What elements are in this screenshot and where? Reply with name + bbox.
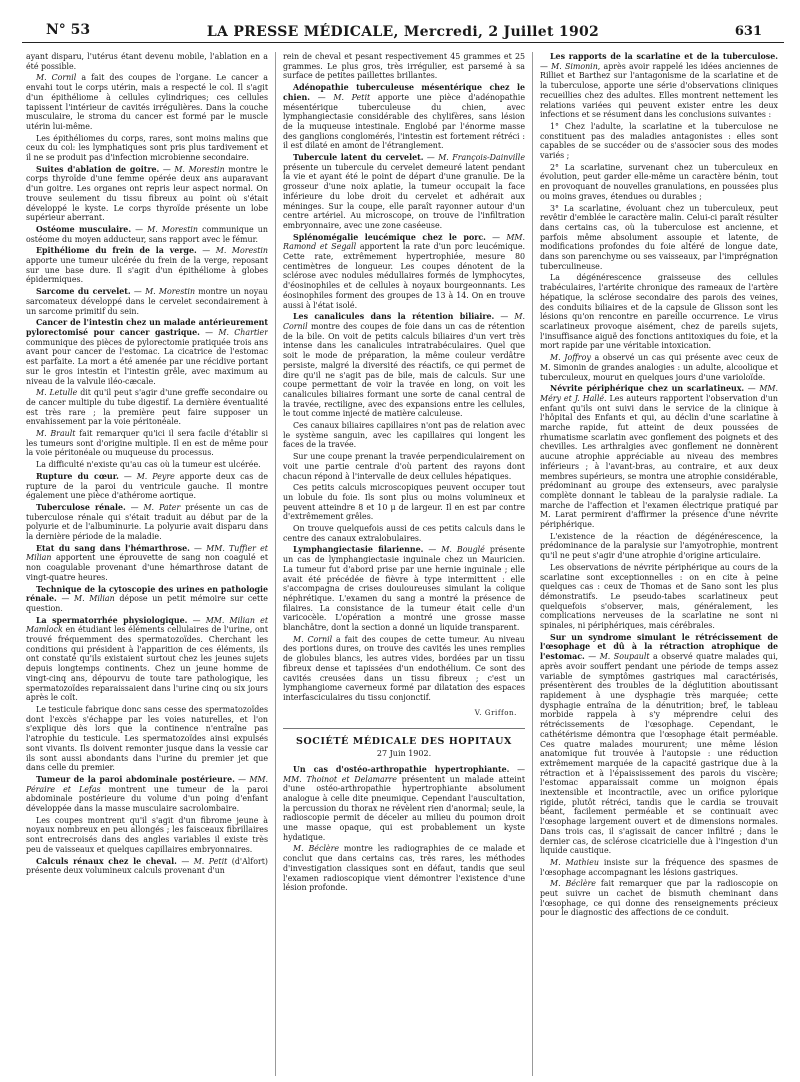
paragraph: Calculs rénaux chez le cheval. — M. Petit (d'Alfort) présente deux volumineux calculs provenant d'un: [26, 856, 268, 876]
author-name: M. Joffroy: [550, 353, 591, 363]
paragraph-text: Sur une coupe prenant la travée perpendiculairement on voit une partie centrale d'où partent des rayons dont chacun répond à l'intervalle de deux cellules hépatiques.: [283, 452, 525, 481]
article-heading: Tuberculose rénale.: [36, 502, 126, 512]
article-heading: Tumeur de la paroi abdominale postérieure.: [36, 774, 235, 784]
paragraph-text: apporte une pièce d'adénopathie mésentérique tuberculeuse du chien, avec lymphangiectasie considérable des chylifères, sans lésion de la muqueuse intestinale. Englobé par l'énorme masse des ganglions conglomérés, l'intestin est fortement rétréci : il est dilaté en amont de l'étranglement.: [283, 92, 525, 151]
paragraph: Suites d'ablation de goitre. — M. Morestin montre le corps thyroïde d'une femme opérée deux ans auparavant d'un goitre. Les organes ont repris leur aspect normal. On trouve seulement du tissu fibreux au point où s'était développé le kyste. Le corps thyroïde présente un lobe supérieur aberrant.: [26, 164, 268, 223]
paragraph: [283, 844, 525, 893]
article-heading: Lymphangiectasie filarienne.: [293, 545, 424, 555]
article-heading: Les canalicules dans la rétention biliaire.: [293, 312, 495, 322]
author-name: M. Petit: [333, 92, 371, 102]
paragraph: [283, 52, 525, 81]
page-header: [22, 8, 784, 43]
paragraph-text: présente un tubercule du cervelet demeuré latent pendant la vie et ayant été le point de départ d'une granulie. De la grosseur d'une noix aplatie, la tumeur occupait la face inférieure du lobe droit du cervelet et adhérait aux méninges. Sur la coupe, elle paraît rayonner autour d'un centre artériel. Au microscope, on trouve de l'infiltration embryonnaire, avec une zone caséeuse.: [283, 162, 525, 230]
paragraph-text: La dégénérescence graisseuse des cellules trabéculaires, l'artérite chronique des rameaux de l'artère hépatique, la sclérose secondaire des parois des veines, des conduits biliaires et de la capsule de Glisson sont les lésions qu'on rencontre en pareille occurrence. Le virus scarlatineux provoque aisément, chez de pareils sujets, l'insuffisance aiguë des fonctions antitoxiques du foie, et la mort rapide par une véritable intoxication.: [540, 273, 778, 351]
paragraph-text: Ces petits calculs microscopiques peuvent occuper tout un lobule du foie. Ils sont plus ou moins volumineux et peuvent atteindre 8 et 10 μ de largeur. Il en est par contre d'extrêmement grêles.: [283, 483, 525, 522]
paragraph-text: ayant disparu, l'utérus étant devenu mobile, l'ablation en a été possible.: [26, 52, 268, 71]
column-3: [540, 52, 778, 1076]
author-name: M. Pater: [143, 502, 181, 512]
author-name: M. Cornil: [36, 73, 77, 83]
paragraph-text: a fait des coupes de l'organe. Le cancer a envahi tout le corps utérin, mais a respecté le col. Il s'agit d'un épithéliome à cellules cylindriques; ces cellules tapissent l'intérieur de cavités irrégulières. Dans la couche musculaire, le stroma du cancer est formé par le muscle utérin lui-même.: [26, 73, 268, 131]
paragraph: [540, 353, 778, 382]
article-heading: Un cas d'ostéo-arthropathie hypertrophiante.: [293, 764, 510, 774]
paragraph: [26, 73, 268, 131]
paragraph: [540, 563, 778, 631]
article-heading: Suites d'ablation de goitre.: [36, 164, 160, 174]
paragraph: [540, 879, 778, 918]
author-name: M. Morestin: [145, 287, 196, 297]
paragraph: Les rapports de la scarlatine et de la tuberculose. — M. Simonin, après avoir rappelé les idées anciennes de Rilliet et Barthez sur l'antagonisme de la scarlatine et de la tuberculose, apporte une série d'observations cliniques recueillies chez des adultes. Elles montrent nettement les relations variées qui peuvent exister entre les deux infections et se résument dans les conclusions suivantes :: [540, 52, 778, 120]
paragraph-text: Le testicule fabrique donc sans cesse des spermatozoïdes dont l'excès s'échappe par les voies naturelles, et l'on s'explique dès lors que la continence n'entraîne pas l'atrophie du testicule. Les spermatozoïdes ainsi expulsés sont vivants. Ils doivent remonter jusque dans la vessie car ils sont aussi abondants dans l'urine du premier jet que dans celle du premier.: [26, 705, 268, 773]
paragraph: [26, 460, 268, 470]
paragraph-text: La difficulté n'existe qu'au cas où la tumeur est ulcérée.: [36, 460, 261, 470]
paragraph-text: Les observations de névrite périphérique au cours de la scarlatine sont exceptionnelles : on en cite à peine quelques cas : ceux de Thomas et de Sano sont les plus démonstratifs. Le pseudo-tabes scarlatineux peut quelquefois s'observer, mais, généralement, les complications nerveuses de la scarlatine ne sont ni spinales, ni périphériques, mais cérébrales.: [540, 562, 778, 631]
paragraph-text: , après avoir rappelé les idées anciennes de Rilliet et Barthez sur l'antagonisme de la scarlatine et de la tuberculose, apporte une série d'observations cliniques recueillies chez des adultes. Elles montrent nettement les relations variées qui peuvent exister entre les deux infections et se résument dans les conclusions suivantes :: [540, 61, 778, 120]
paragraph-text: L'existence de la réaction de dégénérescence, la prédominance de la paralysie sur l'amyotrophie, montrent qu'il ne peut s'agir d'une atrophie d'origine articulaire.: [540, 531, 778, 561]
paragraph-text: montre le corps thyroïde d'une femme opérée deux ans auparavant d'un goitre. Les organes ont repris leur aspect normal. On trouve seulement du tissu fibreux au point où s'était développé le kyste. Le corps thyroïde présente un lobe supérieur aberrant.: [26, 164, 268, 223]
paragraph-text: communique des pièces de pylorectomie pratiquée trois ans avant pour cancer de l'estomac. La cicatrice de l'estomac est parfaite. La mort a été amenée par une récidive portant sur le gros intestin et l'intestin grêle, avec maximum au niveau de la valvule iléo-cæcale.: [26, 337, 268, 386]
paragraph: Rupture du cœur. — M. Peyre apporte deux cas de rupture de la paroi du ventricule gauche. Il montre également une pièce d'athérome aortique.: [26, 471, 268, 501]
paragraph-text: . Les auteurs rapportent l'observation d'un enfant qu'ils ont suivi dans le service de la clinique à l'hôpital des Enfants et qui, au déclin d'une scarlatine à marche rapide, fut atteint de deux poussées de rhumatisme scarlatin avec gonflement des poignets et des chevilles. Les arthralgies avec gonflement ne donnèrent aucune atrophie appréciable au niveau des membres inférieurs ; à l'avant-bras, au contraire, et aux deux membres supérieurs, se montra une atrophie considérable, prédominant au groupe des extenseurs, avec paralysie complète donnant le tableau de la paralysie radiale. La marche de l'affection et l'examen électrique pratiqué par M. Larat permirent d'affirmer la présence d'une névrite périphérique.: [540, 393, 778, 530]
paragraph-text: On trouve quelquefois aussi de ces petits calculs dans le centre des canaux extralobulaires.: [283, 524, 525, 543]
article-heading: Splénomégalie leucémique chez le porc.: [293, 232, 486, 242]
paragraph: [283, 452, 525, 481]
author-name: MM. Milian et Mamlock: [26, 615, 268, 635]
paragraph: [283, 421, 525, 450]
article-heading: Rupture du cœur.: [36, 471, 119, 481]
paragraph: [26, 52, 268, 71]
paragraph: Etat du sang dans l'hémarthrose. — MM. Tuffier et Milian apportent une éprouvette de sang non coagulé et non coagulable provenant d'une hémarthrose datant de vingt-quatre heures.: [26, 543, 268, 582]
author-name: M. Soupault: [599, 652, 650, 662]
paragraph-text: montrent une tumeur de la paroi abdominale postérieure du volume d'un poing d'enfant développée dans la masse musculaire sacrolombaire.: [26, 784, 268, 814]
paragraph-text: 2° La scarlatine, survenant chez un tuberculeux en évolution, peut garder elle-même un caractère bénin, tout en provoquant de nouvelles granulations, en poussées plus ou moins graves, étendues ou durables ;: [540, 162, 778, 201]
paragraph-text: présentent un malade atteint d'une ostéo-arthropathie hypertrophiante absolument analogue à celle dite pneumique. Cependant l'auscultation, la percussion du thorax ne révèlent rien d'anormal; seule, la radioscopie permit de déceler au milieu du poumon droit une masse opaque, qui est probablement un kyste hydatique.: [283, 774, 525, 842]
article-heading: Cancer de l'intestin chez un malade antérieurement pylorectomisé pour cancer gastrique.: [26, 318, 268, 337]
article-heading: Epithéliome du frein de la verge.: [36, 246, 197, 256]
author-name: M. Mathieu: [550, 857, 599, 867]
paragraph-text: présente un cas de lymphangiectasie inguinale chez un Mauricien. La tumeur fut d'abord prise par une hernie inguinale ; elle avait été précédée de fièvre à type intermittent : elle s'accompagna de crises douloureuses simulant la colique néphrétique. L'examen du sang a montré la présence de filaires. La consistance de la tumeur était celle d'un varicocèle. L'opération a montré une grosse masse blanchâtre, dont la section a donné un liquide transparent.: [283, 545, 525, 633]
article-heading: Technique de la cytoscopie des urines en pathologie rénale.: [26, 584, 268, 604]
article-heading: Sarcome du cervelet.: [36, 287, 131, 297]
paragraph: Névrite périphérique chez un scarlatineux. — MM. Méry et J. Hallé. Les auteurs rapportent l'observation d'un enfant qu'ils ont suivi dans le service de la clinique à l'hôpital des Enfants et qui, au déclin d'une scarlatine à marche rapide, fut atteint de deux poussées de rhumatisme scarlatin avec gonflement des poignets et des chevilles. Les arthralgies avec gonflement ne donnèrent aucune atrophie appréciable au niveau des membres inférieurs ; à l'avant-bras, au contraire, et aux deux membres supérieurs, se montra une atrophie considérable, prédominant au groupe des extenseurs, avec paralysie complète donnant le tableau de la paralysie radiale. La marche de l'affection et l'examen électrique pratiqué par M. Larat permirent d'affirmer la présence d'une névrite périphérique.: [540, 384, 778, 530]
paragraph: [26, 388, 268, 427]
paragraph: Adénopathie tuberculeuse mésentérique chez le chien. — M. Petit apporte une pièce d'adénopathie mésentérique tuberculeuse du chien, avec lymphangiectasie considérable des chylifères, sans lésion de la muqueuse intestinale. Englobé par l'énorme masse des ganglions conglomérés, l'intestin est fortement rétréci : il est dilaté en amont de l'étranglement.: [283, 83, 525, 151]
paragraph-text: Les épithéliomes du corps, rares, sont moins malins que ceux du col: les lymphatiques sont pris plus tardivement et il ne se produit pas d'infection microbienne secondaire.: [26, 133, 268, 163]
paragraph: [540, 532, 778, 561]
paragraph: [283, 524, 525, 543]
author-name: M. Letulle: [36, 388, 78, 398]
paragraph: [540, 163, 778, 202]
paragraph-text: fait remarquer qu'ici il sera facile d'établir si les tumeurs sont d'origine multiple. Il en est de même pour la voie péritonéale ou muqueuse du processus.: [26, 429, 268, 458]
paragraph-text: dépose un petit mémoire sur cette question.: [26, 594, 268, 613]
paragraph: [283, 483, 525, 522]
paragraph-text: Ces canaux biliaires capillaires n'ont pas de relation avec le système sanguin, avec les capillaires qui longent les faces de la travée.: [283, 421, 525, 450]
author-name: M. Cornil: [293, 634, 333, 644]
signature: V. Griffon.: [474, 708, 517, 717]
paragraph-text: a observé quatre malades qui, après avoir souffert pendant une période de temps assez variable de symptômes gastriques mal caractérisés, présentèrent des troubles de la déglutition aboutissant rapidement à une dysphagie très marquée; cette dysphagie entraîna de la dénutrition; bref, le tableau morbide rappela à s'y méprendre celui des rétrécissements de l'œsophage. Cependant, le cathétérisme démontra que l'œsophage était perméable. Ces quatre malades moururent; une même lésion anatomique fut trouvée à l'autopsie : une réduction extrêmement marquée de la capacité gastrique due à la rétraction et à l'épaississement des parois du viscère; l'estomac apparaissait comme un moignon épais inextensible et incontractile, avec un orifice pylorique rigide, plutôt rétréci, tandis que le cardia se trouvait béant, facilement perméable et se continuait avec l'œsophage largement ouvert et de dimensions normales. Dans trois cas, il s'agissait de cancer infiltré ; dans le dernier cas, de sclérose cicatricielle due à l'ingestion d'un liquide caustique.: [540, 652, 778, 856]
paragraph: [283, 635, 525, 703]
paragraph: Sur un syndrome simulant le rétrécissement de l'œsophage et dû à la rétraction atrophique de l'estomac. — M. Soupault a observé quatre malades qui, après avoir souffert pendant une période de temps assez variable de symptômes gastriques mal caractérisés, présentèrent des troubles de la déglutition aboutissant rapidement à une dysphagie très marquée; cette dysphagie entraîna de la dénutrition; bref, le tableau morbide rappela à s'y méprendre celui des rétrécissements de l'œsophage. Cependant, le cathétérisme démontra que l'œsophage était perméable. Ces quatre malades moururent; une même lésion anatomique fut trouvée à l'autopsie : une réduction extrêmement marquée de la capacité gastrique due à la rétraction et à l'épaississement des parois du viscère; l'estomac apparaissait comme un moignon épais inextensible et incontractile, avec un orifice pylorique rigide, plutôt rétréci, tandis que le cardia se trouvait béant, facilement perméable et se continuait avec l'œsophage largement ouvert et de dimensions normales. Dans trois cas, il s'agissait de cancer infiltré ; dans le dernier cas, de sclérose cicatricielle due à l'ingestion d'un liquide caustique.: [540, 632, 778, 856]
author-name: M. Chartier: [218, 327, 268, 337]
article-heading: Etat du sang dans l'hémarthrose.: [36, 543, 190, 553]
author-name: M. Simonin: [551, 61, 598, 71]
paragraph: [540, 273, 778, 351]
paragraph: [540, 858, 778, 877]
newspaper-title: LA PRESSE MÉDICALE, Mercredi, 2 Juillet 1902: [206, 24, 600, 40]
paragraph-text: montre les radiographies de ce malade et conclut que dans certains cas, très rares, les méthodes d'investigation classiques sont en défaut, tandis que seul l'examen radioscopique vient démontrer l'existence d'une lésion profonde.: [283, 844, 525, 893]
paragraph-text: (d'Alfort) présente deux volumineux calculs provenant d'un: [26, 856, 268, 876]
paragraph: Tumeur de la paroi abdominale postérieure. — MM. Péraire et Lefas montrent une tumeur de la paroi abdominale postérieure du volume d'un poing d'enfant développée dans la masse musculaire sacrolombaire.: [26, 774, 268, 814]
paragraph: [26, 429, 268, 458]
paragraph: [26, 816, 268, 855]
paragraph: Un cas d'ostéo-arthropathie hypertrophiante. — MM. Thoinot et Delamarre présentent un malade atteint d'une ostéo-arthropathie hypertrophiante absolument analogue à celle dite pneumique. Cependant l'auscultation, la percussion du thorax ne révèlent rien d'anormal; seule, la radioscopie permit de déceler au milieu du poumon droit une masse opaque, qui est probablement un kyste hydatique.: [283, 764, 525, 842]
paragraph-text: 3° La scarlatine, évoluant chez un tuberculeux, peut revêtir d'emblée le caractère malin. Celui-ci paraît résulter dans certains cas, où la tuberculose est ancienne, et parfois même absolument assoupie et latente, de modifications profondes du foie altéré de longue date, dans son parenchyme ou ses vaisseaux, par l'imprégnation tuberculineuse.: [540, 203, 778, 271]
paragraph-text: montre des coupes de foie dans un cas de rétention de la bile. On voit de petits calculs biliaires d'un vert très intense dans les canalicules intratrabéculaires. Quel que soit le mode de préparation, la même couleur verdâtre persiste, malgré la diversité des réactifs, ce qui permet de dire qu'il ne s'agit pas de bile, mais de calculs. Sur une coupe permettant de voir la travée en long, on voit les canalicules biliaires formant une sorte de canal central de la travée, rectiligne, avec des expansions entre les cellules, le tout comme injecté de matière calculeuse.: [283, 321, 525, 419]
paragraph: La spermatorrhée physiologique. — MM. Milian et Mamlock en étudiant les éléments cellulaires de l'urine, ont trouvé fréquemment des spermatozoïdes. Cherchant les conditions qui président à l'apparition de ces éléments, ils ont constaté qu'ils existaient surtout chez les jeunes sujets depuis longtemps continents. Chez un jeune homme de vingt-cinq ans, dépourvu de toute tare pathologique, les spermatozoïdes reparaissaient dans l'urine cinq ou six jours après le coït.: [26, 615, 268, 703]
paragraph: [540, 122, 778, 161]
author-name: M. Peyre: [136, 471, 175, 481]
author-name: M. Bouglé: [441, 545, 485, 555]
paragraph-text: en étudiant les éléments cellulaires de l'urine, ont trouvé fréquemment des spermatozoïdes. Cherchant les conditions qui président à l'apparition de ces éléments, ils ont constaté qu'ils existaient surtout chez les jeunes sujets depuis longtemps continents. Chez un jeune homme de vingt-cinq ans, dépourvu de toute tare pathologique, les spermatozoïdes reparaissaient dans l'urine cinq ou six jours après le coït.: [26, 625, 268, 703]
author-name: MM. Ramond et Segall: [283, 232, 525, 252]
page-number: 631: [734, 24, 762, 39]
column-1: [26, 52, 268, 1076]
paragraph: Splénomégalie leucémique chez le porc. — MM. Ramond et Segall apportent la rate d'un porc leucémique. Cette rate, extrêmement hypertrophiée, mesure 80 centimètres de longueur. Les coupes dénotent de la sclérose avec nodules médullaires formés de lymphocytes, d'éosinophiles et de cellules à noyaux bourgeonnants. Les éosinophiles forment des groupes de 13 à 14. On en trouve aussi à l'état isolé.: [283, 232, 525, 310]
paragraph-text: apporte deux cas de rupture de la paroi du ventricule gauche. Il montre également une pièce d'athérome aortique.: [26, 471, 268, 501]
paragraph-text: apportent une éprouvette de sang non coagulé et non coagulable provenant d'une hémarthrose datant de vingt-quatre heures.: [26, 553, 268, 582]
issue-number: N° 53: [46, 22, 91, 38]
article-columns: [26, 52, 778, 1076]
author-name: M. Béclère: [293, 844, 340, 854]
author-name: M. Milian: [74, 594, 115, 604]
paragraph: [26, 705, 268, 773]
paragraph: Tubercule latent du cervelet. — M. François-Dainville présente un tubercule du cervelet demeuré latent pendant la vie et ayant été le point de départ d'une granulie. De la grosseur d'une noix aplatie, la tumeur occupait la face inférieure du lobe droit du cervelet et adhérait aux méninges. Sur la coupe, elle paraît rayonner autour d'un centre artériel. Au microscope, on trouve de l'infiltration embryonnaire, avec une zone caséeuse.: [283, 153, 525, 230]
article-heading: Ostéome musculaire.: [36, 224, 132, 234]
paragraph-text: présente un cas de tuberculose rénale qui s'était traduit au début par de la polyurie et de l'albuminurie. La polyurie avait disparu dans la dernière période de la maladie.: [26, 502, 268, 542]
author-name: MM. Péraire et Lefas: [26, 774, 268, 794]
author-name: M. Morestin: [174, 164, 225, 174]
article-heading: Calculs rénaux chez le cheval.: [36, 856, 177, 866]
paragraph-text: Les coupes montrent qu'il s'agit d'un fibrome jeune à noyaux nombreux en peu allongés ; les faisceaux fibrillaires sont entrecroisés dans des angles variables il existe très peu de vaisseaux et quelques capillaires embryonnaires.: [26, 815, 268, 854]
author-name: M. Brault: [36, 429, 76, 439]
paragraph-text: a fait des coupes de cette tumeur. Au niveau des portions dures, on trouve des cavités les unes remplies de globules blancs, les autres vides, bordées par un tissu fibreux dense et tapissées d'un endothélium. Ce sont des cavités creusées dans un tissu fibreux ; c'est un lymphangiome caverneux formé par dilatation des espaces interfasciculaires du tissu conjonctif.: [283, 634, 525, 702]
author-name: MM. Thoinot et Delamarre: [283, 774, 397, 784]
article-heading: Adénopathie tuberculeuse mésentérique chez le chien.: [283, 83, 525, 102]
paragraph: Les canalicules dans la rétention biliaire. — M. Cornil montre des coupes de foie dans un cas de rétention de la bile. On voit de petits calculs biliaires d'un vert très intense dans les canalicules intratrabéculaires. Quel que soit le mode de préparation, la même couleur verdâtre persiste, malgré la diversité des réactifs, ce qui permet de dire qu'il ne s'agit pas de bile, mais de calculs. Sur une coupe permettant de voir la travée en long, on voit les canalicules biliaires formant une sorte de canal central de la travée, rectiligne, avec des expansions entre les cellules, le tout comme injecté de matière calculeuse.: [283, 312, 525, 419]
paragraph: Ostéome musculaire. — M. Morestin communique un ostéome du moyen adducteur, sans rapport avec le fémur.: [26, 224, 268, 244]
paragraph-text: apportent la rate d'un porc leucémique. Cette rate, extrêmement hypertrophiée, mesure 80 centimètres de longueur. Les coupes dénotent de la sclérose avec nodules médullaires formés de lymphocytes, d'éosinophiles et de cellules à noyaux bourgeonnants. Les éosinophiles forment des groupes de 13 à 14. On en trouve aussi à l'état isolé.: [283, 242, 525, 310]
paragraph: Epithéliome du frein de la verge. — M. Morestin apporte une tumeur ulcérée du frein de la verge, reposant sur une base dure. Il s'agit d'un épithéliome à globes épidermiques.: [26, 246, 268, 285]
article-heading: Tubercule latent du cervelet.: [293, 153, 424, 163]
paragraph-text: 1° Chez l'adulte, la scarlatine et la tuberculose ne constituent pas des maladies antagonistes : elles sont capables de se succéder ou de s'associer sous des modes variés ;: [540, 121, 778, 161]
paragraph: Technique de la cytoscopie des urines en pathologie rénale. — M. Milian dépose un petit mémoire sur cette question.: [26, 584, 268, 613]
paragraph-text: montre un noyau sarcomateux développé dans le cervelet secondairement à un sarcome primitif du sein.: [26, 287, 268, 316]
author-name: M. Morestin: [147, 224, 198, 234]
paragraph-text: communique un ostéome du moyen adducteur, sans rapport avec le fémur.: [26, 224, 268, 244]
column-divider: [532, 52, 533, 1076]
author-name: MM. Méry et J. Hallé: [540, 384, 778, 403]
section-title: SOCIÉTÉ MÉDICALE DES HOPITAUX: [283, 728, 525, 747]
paragraph: Lymphangiectasie filarienne. — M. Bouglé présente un cas de lymphangiectasie inguinale chez un Mauricien. La tumeur fut d'abord prise par une hernie inguinale ; elle avait été précédée de fièvre à type intermittent : elle s'accompagna de crises douloureuses simulant la colique néphrétique. L'examen du sang a montré la présence de filaires. La consistance de la tumeur était celle d'un varicocèle. L'opération a montré une grosse masse blanchâtre, dont la section a donné un liquide transparent.: [283, 545, 525, 633]
paragraph-text: dit qu'il peut s'agir d'une greffe secondaire ou de cancer multiple du tube digestif. La dernière éventualité est très rare ; la première peut faire supposer un envahissement par la voie péritonéale.: [26, 388, 268, 427]
author-name: M. Béclère: [550, 879, 596, 889]
paragraph-text: a observé un cas qui présente avec ceux de M. Simonin de grandes analogies : un adulte, alcoolique et tuberculeux, mourut en quelques jours d'une varioloïde.: [540, 353, 778, 382]
author-name: M. François-Dainville: [438, 153, 525, 163]
column-2: [283, 52, 525, 1076]
paragraph-text: apporte une tumeur ulcérée du frein de la verge, reposant sur une base dure. Il s'agit d'un épithéliome à globes épidermiques.: [26, 256, 268, 285]
author-name: MM. Tuffier et Milian: [26, 543, 268, 563]
paragraph-text: rein de cheval et pesant respectivement 45 grammes et 25 grammes. Le plus gros, très irrégulier, est parsemé à sa surface de petites paillettes brillantes.: [283, 52, 525, 81]
article-heading: Les rapports de la scarlatine et de la tuberculose.: [550, 52, 778, 61]
paragraph: Tuberculose rénale. — M. Pater présente un cas de tuberculose rénale qui s'était traduit au début par de la polyurie et de l'albuminurie. La polyurie avait disparu dans la dernière période de la maladie.: [26, 502, 268, 542]
paragraph: [26, 134, 268, 163]
paragraph: Sarcome du cervelet. — M. Morestin montre un noyau sarcomateux développé dans le cervelet secondairement à un sarcome primitif du sein.: [26, 287, 268, 316]
section-date: 27 Juin 1902.: [376, 749, 432, 759]
paragraph: Cancer de l'intestin chez un malade antérieurement pylorectomisé pour cancer gastrique. — M. Chartier communique des pièces de pylorectomie pratiquée trois ans avant pour cancer de l'estomac. La cicatrice de l'estomac est parfaite. La mort a été amenée par une récidive portant sur le gros intestin et l'intestin grêle, avec maximum au niveau de la valvule iléo-cæcale.: [26, 318, 268, 386]
paragraph-text: fait remarquer que par la radioscopie on peut suivre un cachet de bismuth cheminant dans l'œsophage, ce qui donne des renseignements précieux pour le diagnostic des affections de ce conduit.: [540, 879, 778, 918]
author-name: M. Petit: [193, 856, 228, 866]
paragraph: [540, 204, 778, 272]
article-heading: La spermatorrhée physiologique.: [36, 615, 188, 625]
author-name: M. Morestin: [215, 246, 268, 256]
paragraph-text: insiste sur la fréquence des spasmes de l'œsophage accompagnant les lésions gastriques.: [540, 857, 778, 877]
article-heading: Névrite périphérique chez un scarlatineux.: [550, 384, 745, 394]
column-divider: [275, 52, 276, 1076]
author-name: M. Cornil: [283, 312, 525, 331]
article-heading: Sur un syndrome simulant le rétrécissement de l'œsophage et dû à la rétraction atrophique de l'estomac.: [540, 632, 778, 662]
